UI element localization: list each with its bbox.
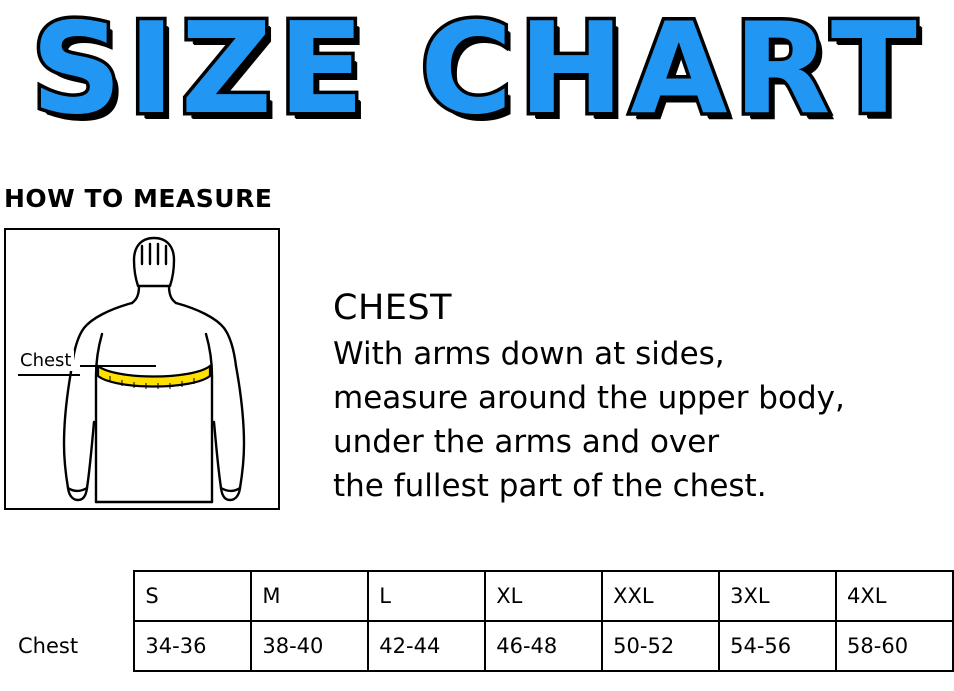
table-header-m: M [251,571,368,621]
table-cell-chest-xxl: 50-52 [602,621,719,671]
table-header-4xl: 4XL [836,571,953,621]
tape-measure-band [98,366,210,389]
table-cell-chest-3xl: 54-56 [719,621,836,671]
description-line-2: measure around the upper body, [333,380,845,416]
table-header-3xl: 3XL [719,571,836,621]
description-heading: CHEST [333,288,452,328]
table-cell-chest-xl: 46-48 [485,621,602,671]
description-body [333,332,943,508]
table-header-s: S [134,571,251,621]
how-to-measure-heading: HOW TO MEASURE [4,184,273,213]
measurement-description [333,286,943,508]
description-line-3: under the arms and over [333,424,720,460]
table-header-xxl: XXL [602,571,719,621]
figure-chest-label-underline [18,374,80,376]
table-cell-chest-l: 42-44 [368,621,485,671]
size-table [0,570,954,672]
table-cell-chest-s: 34-36 [134,621,251,671]
table-row [0,621,953,671]
page-title-banner [0,0,954,150]
figure-chest-leader-line [80,365,156,367]
table-cell-chest-m: 38-40 [251,621,368,671]
description-line-4: the fullest part of the chest. [333,468,767,504]
table-header-l: L [368,571,485,621]
table-cell-chest-4xl: 58-60 [836,621,953,671]
description-line-1: With arms down at sides, [333,336,725,372]
page-title: SIZE CHART [31,0,923,142]
table-header-row [0,571,953,621]
table-row-label-chest: Chest [18,634,79,658]
figure-chest-label: Chest [20,350,72,371]
table-corner-cell [0,571,134,621]
table-header-xl: XL [485,571,602,621]
